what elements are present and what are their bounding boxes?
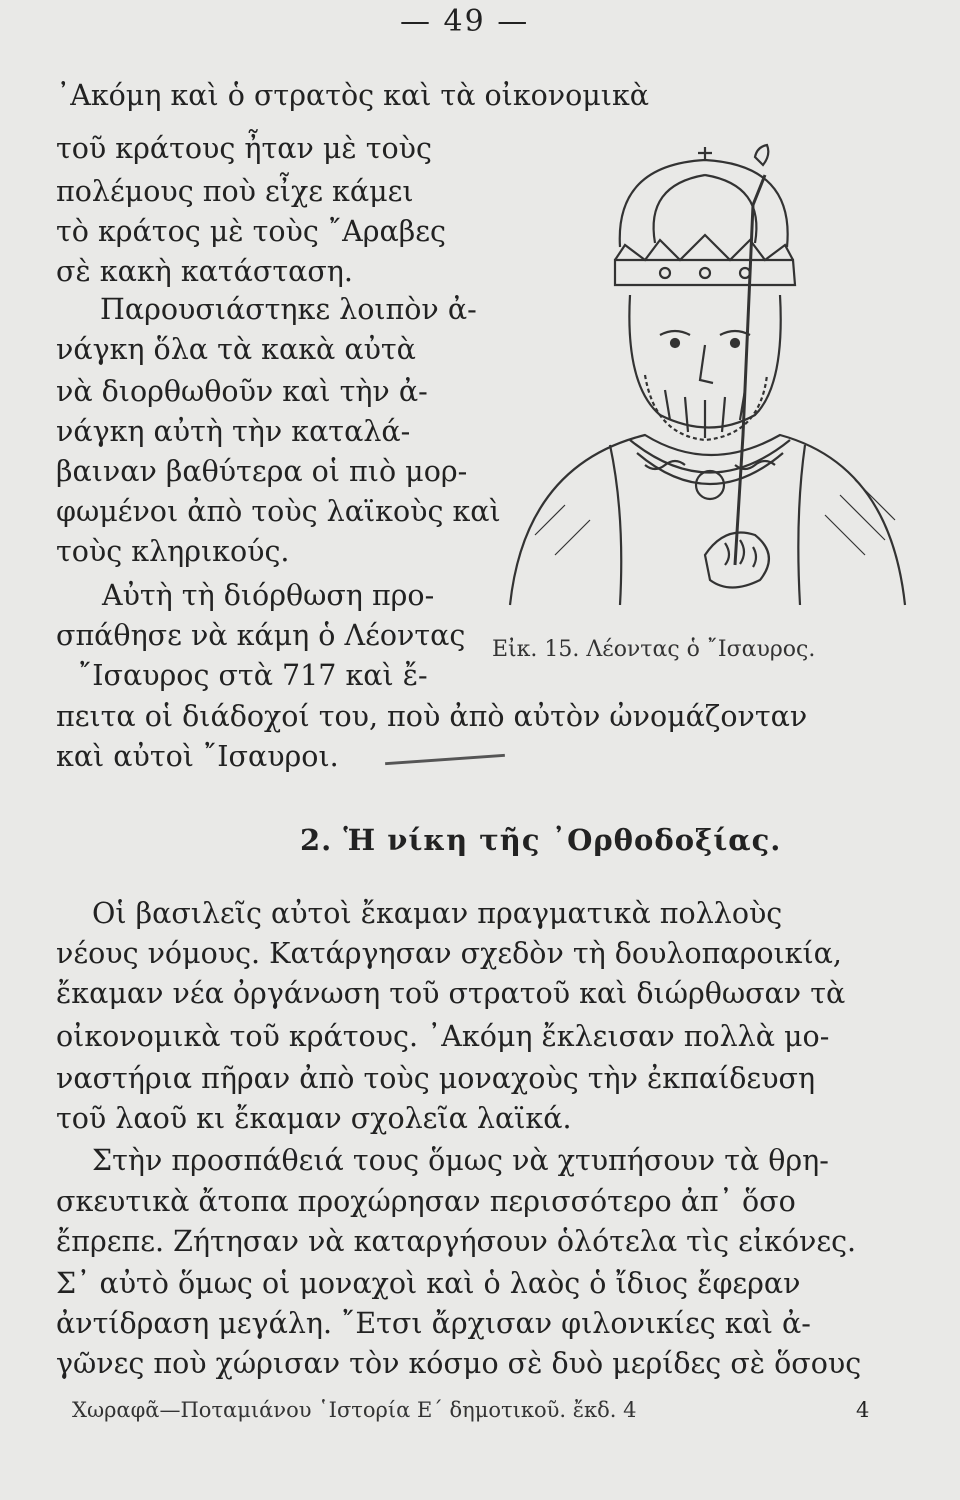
text-line: Παρουσιάστηκε λοιπὸν ἀ- [100,293,477,326]
text-line: ναστήρια πῆραν ἀπὸ τοὺς μοναχοὺς τὴν ἐκπαίδευση [56,1062,816,1095]
footer-signature: 4 [856,1398,870,1422]
text-line: τοῦ λαοῦ κι ἔκαμαν σχολεῖα λαϊκά. [56,1102,572,1135]
text-line: βαιναν βαθύτερα οἱ πιὸ μορ- [56,455,468,488]
text-line: πολέμους ποὺ εἶχε κάμει [56,175,414,208]
text-line: τὸ κράτος μὲ τοὺς ῎Αραβες [56,215,446,248]
text-line: τοὺς κληρικούς. [56,535,290,568]
text-line: ᾿Ακόμη καὶ ὁ στρατὸς καὶ τὰ οἰκονομικὰ [56,79,650,112]
text-line: οἰκονομικὰ τοῦ κράτους. ᾿Ακόμη ἔκλεισαν πολλὰ μο- [56,1020,830,1053]
text-line: τοῦ κράτους ἦταν μὲ τοὺς [56,132,432,165]
text-line: ῎Ισαυρος στὰ 717 καὶ ἔ- [78,659,428,692]
text-line: ἔπρεπε. Ζήτησαν νὰ καταργήσουν ὁλότελα τὶς εἰκόνες. [56,1225,857,1258]
text-line: σκευτικὰ ἄτοπα προχώρησαν περισσότερο ἀπ᾿ ὅσο [56,1185,796,1218]
text-line: σπάθησε νὰ κάμη ὁ Λέοντας [56,619,466,652]
text-line: νάγκη ὅλα τὰ κακὰ αὐτὰ [56,333,416,366]
section-heading: 2. Ἡ νίκη τῆς ᾿Ορθοδοξίας. [300,823,782,857]
text-line: σὲ κακὴ κατάσταση. [56,255,353,288]
text-line: νὰ διορθωθοῦν καὶ τὴν ἀ- [56,375,428,408]
footer: Χωραφᾶ—Ποταμιάνου ῾Ιστορία Ε΄ δημοτικοῦ. ἔκδ. 4 [72,1398,637,1422]
text-line: νέους νόμους. Κατάργησαν σχεδὸν τὴ δουλοπαροικία, [56,937,842,970]
leo-isaurian-portrait-image [495,135,925,625]
text-line: νάγκη αὐτὴ τὴν καταλά- [56,415,411,448]
text-line: ἀντίδραση μεγάλη. ῎Ετσι ἄρχισαν φιλονικίες καὶ ἀ- [56,1307,811,1340]
text-line: Αὐτὴ τὴ διόρθωση προ- [102,579,435,612]
text-line: φωμένοι ἀπὸ τοὺς λαϊκοὺς καὶ [56,495,501,528]
text-line: Στὴν προσπάθειά τους ὅμως νὰ χτυπήσουν τὰ θρη- [92,1144,829,1177]
text-line: γῶνες ποὺ χώρισαν τὸν κόσμο σὲ δυὸ μερίδες σὲ ὅσους [56,1347,862,1380]
text-line: Οἱ βασιλεῖς αὐτοὶ ἔκαμαν πραγματικὰ πολλοὺς [92,897,783,930]
pencil-stroke [385,754,505,765]
text-line: πειτα οἱ διάδοχοί του, ποὺ ἀπὸ αὐτὸν ὠνομάζονταν [56,700,808,733]
page-number: — 49 — [400,4,530,39]
text-line: ἔκαμαν νέα ὀργάνωση τοῦ στρατοῦ καὶ διώρθωσαν τὰ [56,977,846,1010]
text-line: Σ᾿ αὐτὸ ὅμως οἱ μοναχοὶ καὶ ὁ λαὸς ὁ ἴδιος ἔφεραν [56,1267,801,1300]
text-line: καὶ αὐτοὶ ῎Ισαυροι. [56,740,339,773]
figure-caption: Εἰκ. 15. Λέοντας ὁ ῎Ισαυρος. [492,637,816,662]
